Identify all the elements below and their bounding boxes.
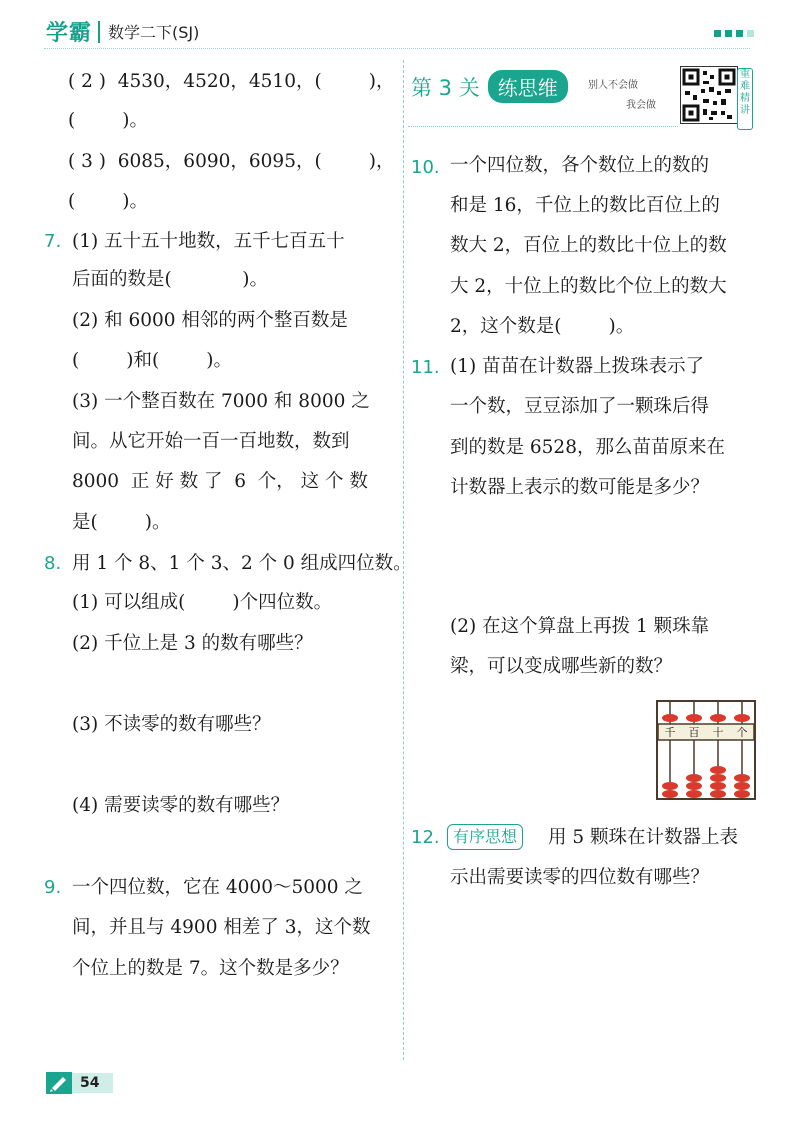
thinking-tag: 有序思想 [447,824,523,850]
page-number-box [46,1072,113,1094]
level-banner [411,70,568,103]
header-rule [44,48,750,49]
q6-part2-line2: ( )。 [68,110,148,131]
qr-code[interactable] [680,66,738,124]
q9-number: 9. [44,877,62,898]
q10-number: 10. [411,157,440,178]
q8-number: 8. [44,553,62,574]
abacus-lower-bead [662,790,678,798]
q10-line5: 2，这个数是( )。 [450,316,635,337]
abacus-upper-bead [686,714,702,722]
q8-line3: (2) 千位上是 3 的数有哪些？ [72,633,313,654]
level-title: 第 3 关 [411,75,480,100]
abacus-figure [656,700,756,804]
q12-line2: 示出需要读零的四位数有哪些？ [450,867,710,888]
abacus-lower-bead [686,774,702,782]
q12-line1: 用 5 颗珠在计数器上表 [548,827,739,848]
brand-logo: 学霸 [46,21,93,46]
pencil-icon [46,1072,72,1094]
abacus-label-ones: 个 [736,726,748,739]
slogan-line2: 我会做 [626,100,656,111]
q8-line2: (1) 可以组成( )个四位数。 [72,592,333,613]
q8-line4: (3) 不读零的数有哪些？ [72,714,271,735]
q10-line4: 大 2，十位上的数比个位上的数大 [450,276,727,297]
banner-rule [408,126,678,127]
q7-line3: (2) 和 6000 相邻的两个整百数是 [72,310,348,331]
q7-line2: 后面的数是( )。 [72,269,269,290]
page-number: 54 [72,1073,113,1093]
abacus-lower-bead [710,790,726,798]
abacus-lower-bead [734,790,750,798]
q6-part3-line2: ( )。 [68,191,148,212]
q7-line7: 8000 正 好 数 了 6 个， 这 个 数 [72,471,368,492]
abacus-lower-bead [734,782,750,790]
qr-side-label: 重难精讲 [737,68,753,130]
q12-number: 12. [411,827,440,848]
q7-line6: 间。从它开始一百一百地数，数到 [72,431,350,452]
abacus-label-tens: 十 [712,726,724,739]
q11-line6: 梁，可以变成哪些新的数？ [450,656,673,677]
abacus-lower-bead [662,782,678,790]
q9-line2: 间，并且与 4900 相差了 3，这个数 [72,917,371,938]
q7-line8: 是( )。 [72,512,171,533]
q11-line2: 一个数，豆豆添加了一颗珠后得 [450,396,710,417]
q8-line1: 用 1 个 8、1 个 3、2 个 0 组成四位数。 [72,553,412,574]
abacus-lower-bead [686,790,702,798]
abacus-lower-bead [686,782,702,790]
q6-part3-line1: ( 3 ) 6085，6090，6095，( )， [68,151,395,172]
header-brand [46,16,199,47]
book-title: 数学二下(SJ) [108,23,200,42]
q10-line2: 和是 16，千位上的数比百位上的 [450,195,720,216]
q11-line3: 到的数是 6528，那么苗苗原来在 [450,437,725,458]
abacus-lower-bead [710,774,726,782]
q7-line4: ( )和( )。 [72,350,232,371]
q8-line5: (4) 需要读零的数有哪些？ [72,795,290,816]
q11-number: 11. [411,357,440,378]
q10-line1: 一个四位数，各个数位上的数的 [450,155,710,176]
abacus-lower-bead [710,782,726,790]
slogan-line1: 别人不会做 [588,80,638,91]
q7-number: 7. [44,231,62,252]
level-pill: 练思维 [488,70,568,103]
abacus-label-thousands: 千 [664,726,676,739]
abacus-upper-bead [710,714,726,722]
q11-line5: (2) 在这个算盘上再拨 1 颗珠靠 [450,616,710,637]
q7-line5: (3) 一个整百数在 7000 和 8000 之 [72,391,370,412]
q7-line1: (1) 五十五十地数，五千七百五十 [72,231,345,252]
abacus-upper-bead [734,714,750,722]
q10-line3: 数大 2，百位上的数比十位上的数 [450,235,727,256]
header-decoration [714,30,754,37]
q9-line1: 一个四位数，它在 4000～5000 之 [72,877,363,898]
abacus-label-hundreds: 百 [688,726,700,739]
q11-line1: (1) 苗苗在计数器上拨珠表示了 [450,356,705,377]
q9-line3: 个位上的数是 7。这个数是多少？ [72,958,349,979]
abacus-upper-bead [662,714,678,722]
abacus-lower-bead [710,766,726,774]
abacus-lower-bead [734,774,750,782]
q6-part2-line1: ( 2 ) 4530，4520，4510，( )， [68,71,395,92]
q11-line4: 计数器上表示的数可能是多少？ [450,477,710,498]
brand-separator [98,21,100,43]
